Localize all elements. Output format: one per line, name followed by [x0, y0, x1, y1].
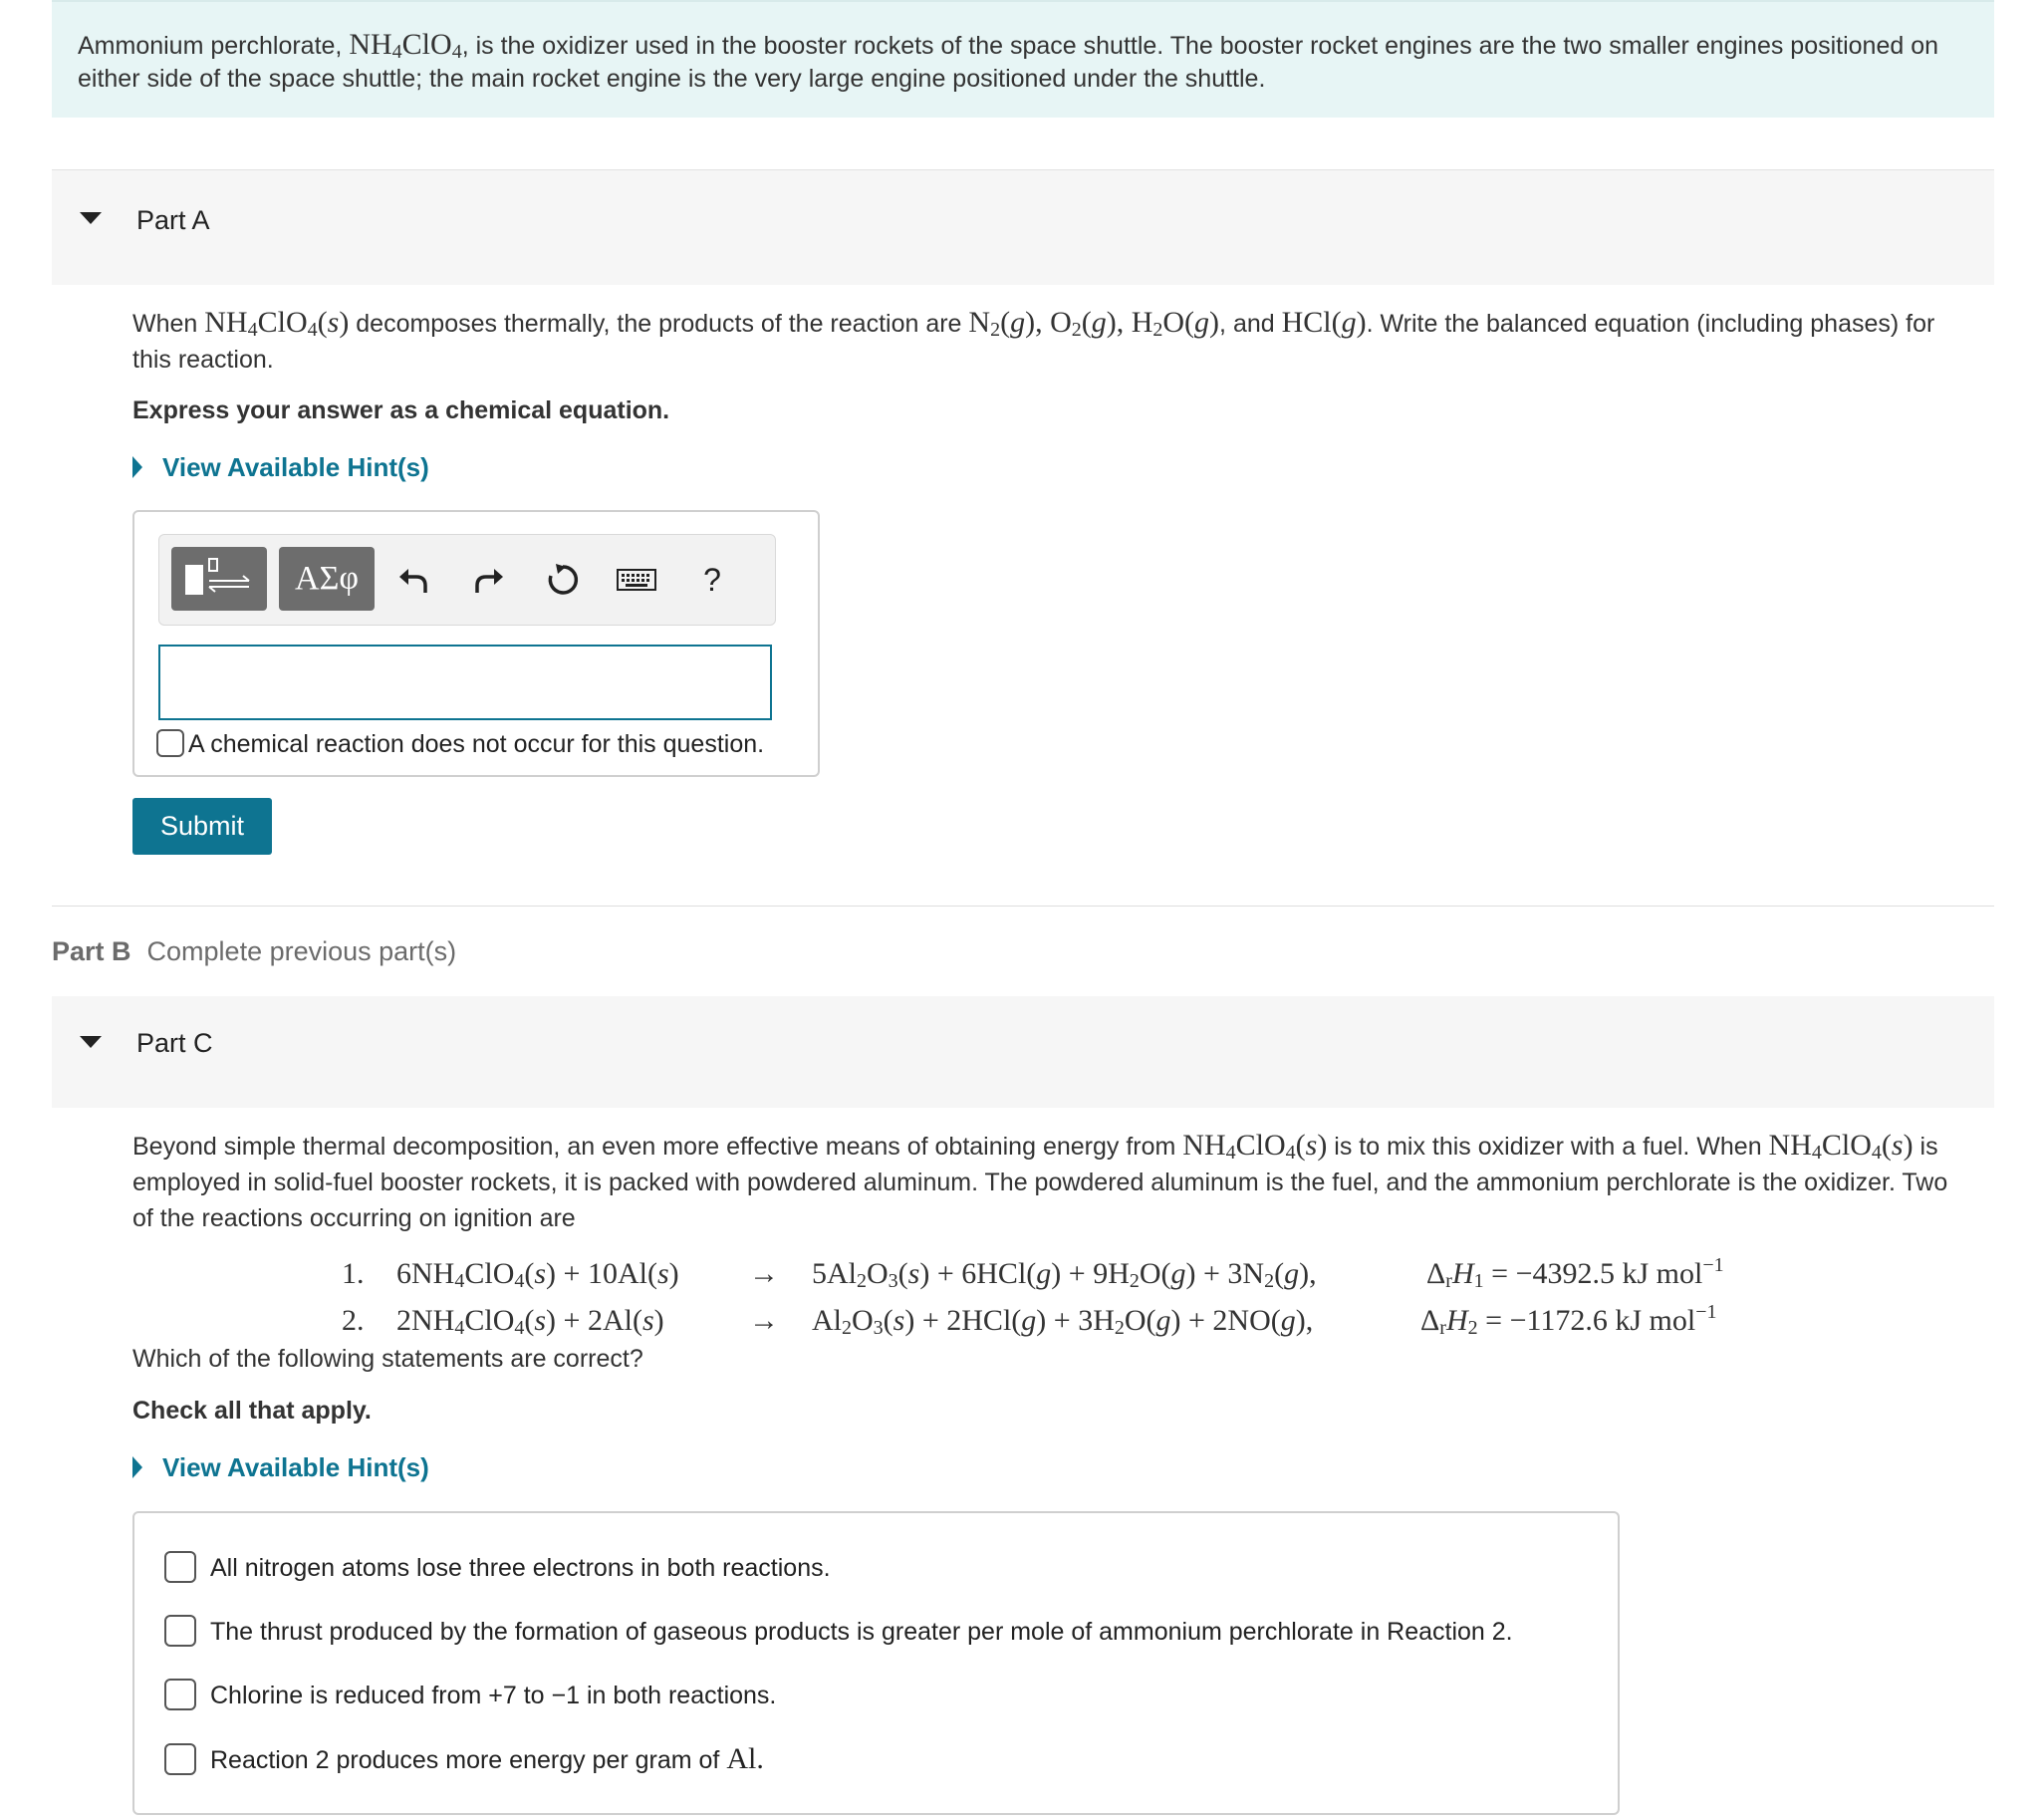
triangle-right-icon: [132, 456, 142, 478]
option-4[interactable]: Reaction 2 produces more energy per gram of Al.: [164, 1742, 764, 1776]
reaction-1-products: $5Al_2O_3(s) + 6HCl(g) + 9H_2O(g) + 3N_2(g)$,: [812, 1257, 1317, 1292]
redo-button[interactable]: [466, 557, 512, 603]
part-a-hint-link[interactable]: View Available Hint(s): [132, 452, 429, 483]
intro-text-end: , is the oxidizer used in the booster rockets of the space shuttle. The booster rocket engines are the two smaller engines positioned on either side of the space shuttle; the main rocket engine is the very large engine positioned under the shuttle.: [78, 32, 1939, 93]
part-a-question: When $NH_4ClO_4(s)$ decomposes thermally, the products of the reaction are $N_2(g)$, $O_2(g)$, $H_2O(g)$, and HCl(g). Write the balanced equation (including phases) for this reaction.: [132, 306, 1935, 374]
reset-button[interactable]: [540, 557, 586, 603]
option-3[interactable]: Chlorine is reduced from +7 to −1 in both reactions.: [164, 1679, 776, 1710]
greek-symbols-button[interactable]: ΑΣφ: [279, 547, 375, 611]
equation-toolbar: [158, 534, 776, 626]
reaction-1: [0, 1254, 2040, 1297]
templates-button[interactable]: [171, 547, 267, 611]
part-b-label: Part B: [52, 936, 131, 966]
part-a-header[interactable]: [52, 169, 1994, 285]
option-2-checkbox[interactable]: [164, 1615, 196, 1647]
part-c-instruction: Check all that apply.: [132, 1397, 372, 1425]
part-c-header[interactable]: [52, 996, 1994, 1108]
caret-down-icon[interactable]: [80, 212, 102, 224]
arrow-icon: →: [749, 1304, 779, 1337]
submit-button[interactable]: Submit: [132, 798, 272, 855]
intro-text-start: Ammonium perchlorate,: [78, 32, 350, 60]
option-4-checkbox[interactable]: [164, 1743, 196, 1775]
part-a-instruction: Express your answer as a chemical equation.: [132, 396, 670, 424]
no-reaction-checkbox[interactable]: [156, 729, 184, 757]
reaction-1-enthalpy: $\Delta_rH_1 = -4392.5$ kJ mol$^{-1}$: [1426, 1254, 1724, 1292]
formula-nh4clo4: $NH_4ClO_4$: [349, 28, 462, 63]
reaction-1-reactants: $6NH_4ClO_4(s) + 10Al(s)$: [396, 1257, 679, 1292]
intro-panel: [52, 0, 1994, 118]
option-2[interactable]: The thrust produced by the formation of gaseous products is greater per mole of ammonium perchlorate in Reaction 2.: [164, 1615, 1513, 1647]
part-c-question: Which of the following statements are correct?: [132, 1345, 643, 1373]
equation-input[interactable]: [158, 645, 772, 720]
undo-icon: [396, 563, 430, 597]
reaction-2-enthalpy: $\Delta_rH_2 = -1172.6$ kJ mol$^{-1}$: [1420, 1301, 1717, 1339]
answer-box: [132, 510, 820, 777]
keyboard-icon: [617, 567, 656, 593]
option-3-checkbox[interactable]: [164, 1679, 196, 1710]
part-c-intro: Beyond simple thermal decomposition, an even more effective means of obtaining energy from $NH_4ClO_4(s)$ is to mix this oxidizer with a fuel. When $NH_4ClO_4(s)$ is employed in solid-fuel booster rockets, it is packed with powdered aluminum. The powdered aluminum is the fuel, and the ammonium perchlorate is the oxidizer. Two of the reactions occurring on ignition are: [132, 1129, 1948, 1232]
no-reaction-option[interactable]: A chemical reaction does not occur for this question.: [156, 729, 764, 759]
reaction-1-number: 1.: [342, 1257, 365, 1290]
option-1[interactable]: All nitrogen atoms lose three electrons in both reactions.: [164, 1551, 831, 1583]
reaction-2-reactants: $2NH_4ClO_4(s) + 2Al(s)$: [396, 1304, 664, 1339]
reset-icon: [545, 562, 581, 598]
part-b-row: [52, 936, 456, 967]
triangle-right-icon: [132, 1456, 142, 1478]
keyboard-button[interactable]: [614, 557, 659, 603]
part-c-title: Part C: [136, 1028, 213, 1058]
undo-button[interactable]: [390, 557, 436, 603]
part-b-status: Complete previous part(s): [146, 936, 457, 966]
help-button[interactable]: ?: [703, 561, 721, 598]
part-a-title: Part A: [136, 205, 210, 235]
redo-icon: [472, 563, 506, 597]
reaction-2-products: $Al_2O_3(s) + 2HCl(g) + 3H_2O(g) + 2NO(g)$,: [812, 1304, 1314, 1339]
part-c-hint-link[interactable]: View Available Hint(s): [132, 1452, 429, 1483]
caret-down-icon[interactable]: [80, 1036, 102, 1048]
option-1-checkbox[interactable]: [164, 1551, 196, 1583]
templates-icon: [171, 547, 267, 611]
options-box: [132, 1511, 1620, 1815]
divider: [52, 906, 1994, 907]
reaction-2: [0, 1301, 2040, 1344]
arrow-icon: →: [749, 1257, 779, 1290]
reaction-2-number: 2.: [342, 1304, 365, 1337]
